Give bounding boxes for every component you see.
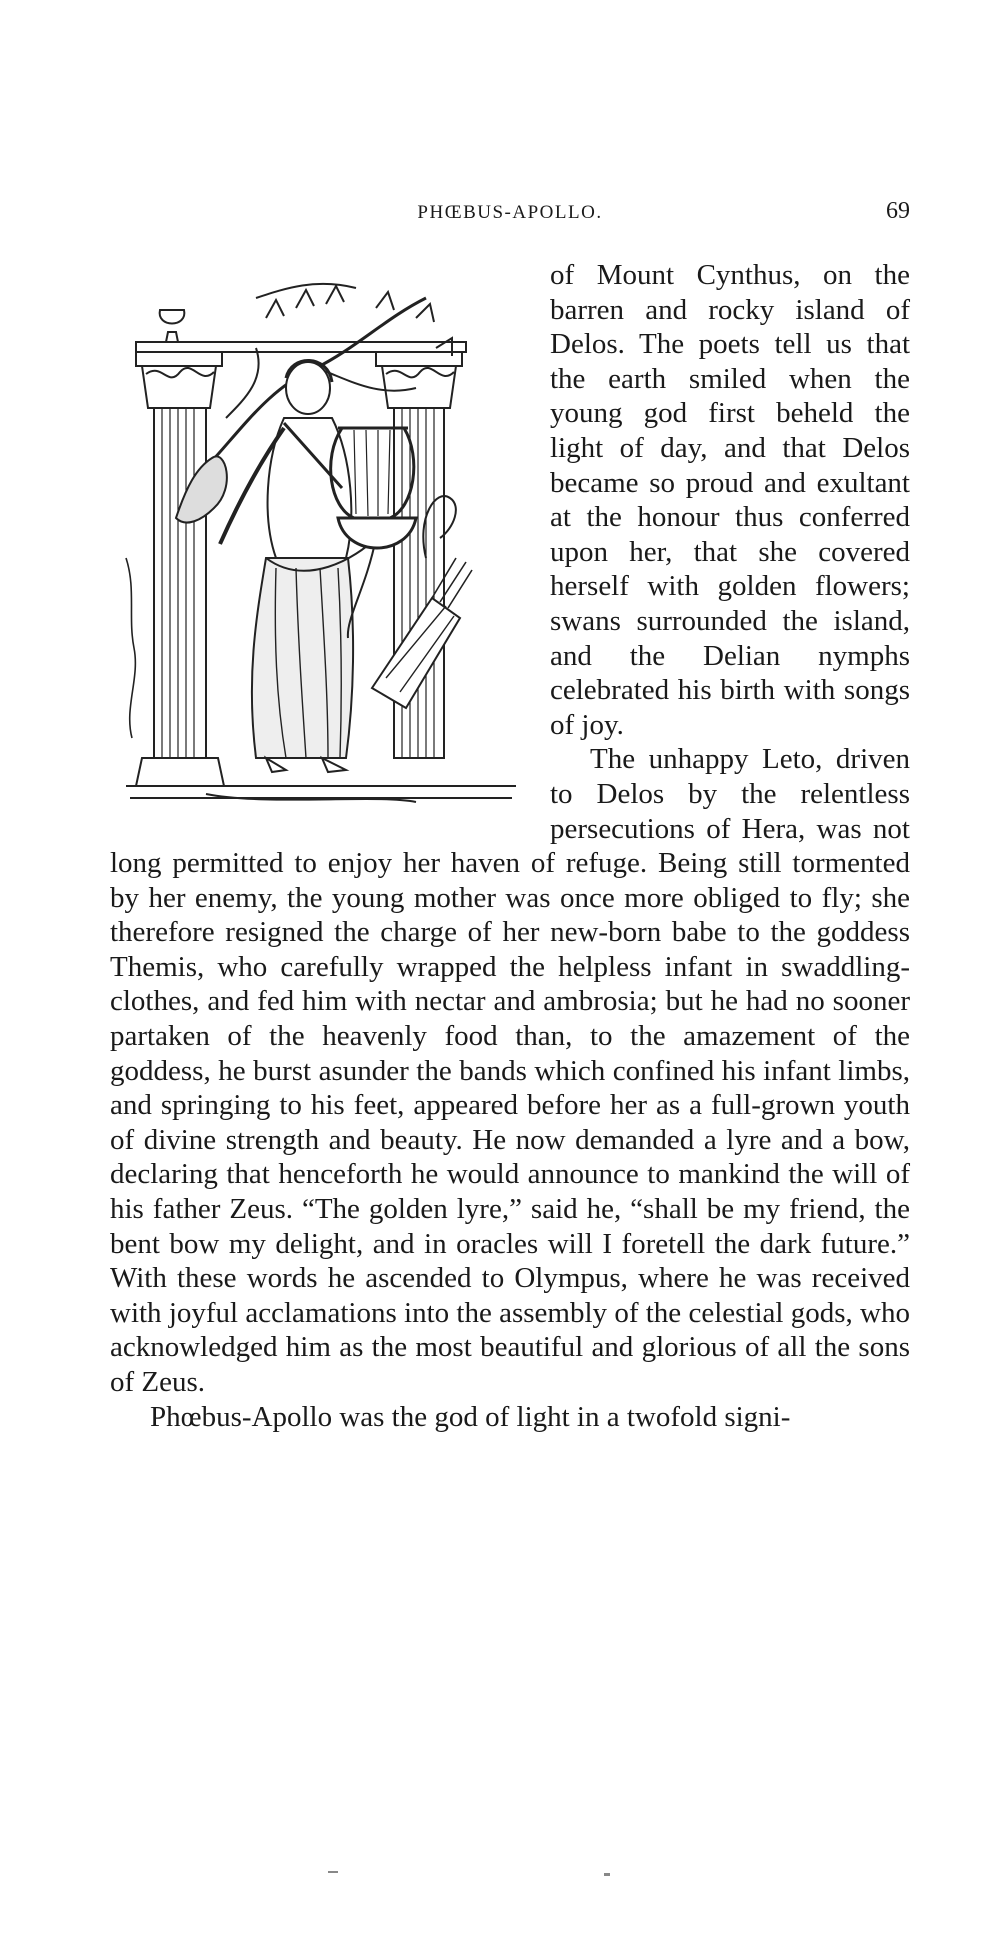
body-text: [110, 258, 910, 1434]
specks: [604, 1873, 610, 1876]
page-header: [110, 198, 910, 232]
paragraph-2: The unhappy Leto, driven to Delos by the relentless persecutions of Hera, was not long permitted to enjoy her haven of refuge. Being still tormented by her enemy, the young mother was once more obliged to fly; she therefore resigned the charge of her new-born babe to the goddess Themis, who carefully wrapped the helpless infant in swaddling-clothes, and fed him with nectar and ambrosia; but he had no sooner partaken of the heavenly food than, to the amazement of the goddess, he burst asunder the bands which confined his infant limbs, and springing to his feet, appeared before her as a full-grown youth of divine strength and beauty. He now demanded a lyre and a bow, declaring that henceforth he would announce to mankind the will of his father Zeus. “The golden lyre,” said he, “shall be my friend, the bent bow my delight, and in oracles will I foretell the dark future.” With these words he ascended to Olympus, where he was received with joyful acclamations into the assembly of the celestial gods, who acknowledged him as the most beautiful and glorious of all the sons of Zeus.: [110, 743, 910, 1398]
page-number: 69: [886, 198, 910, 224]
paragraph-3: Phœbus-Apollo was the god of light in a twofold signi-: [150, 1400, 791, 1433]
apollo-illustration: [116, 258, 534, 824]
specks: [328, 1871, 338, 1873]
running-title: PHŒBUS-APOLLO.: [417, 202, 603, 223]
paragraph-1-text: of Mount Cynthus, on the barren and rocky island of Delos. The poets tell us that the earth smiled when the young god first beheld the light of day, and that Delos became so proud and exultant at the honour thus conferred upon her, that she covered herself with golden flowers; swans surrounded the island, and the Delian nymphs celebrated his birth with songs of joy.: [550, 259, 910, 741]
paragraph-1: [110, 258, 910, 742]
